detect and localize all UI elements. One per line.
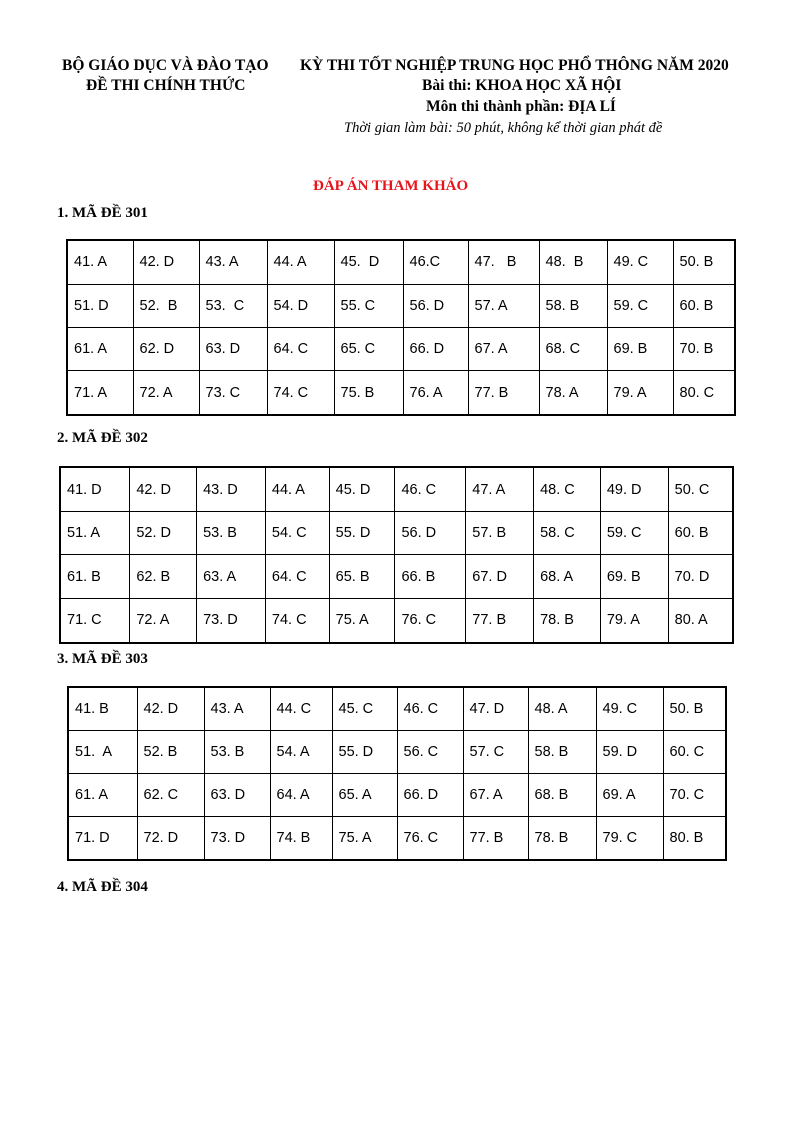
answer-cell: 48. A <box>528 687 596 731</box>
answer-cell: 43. D <box>197 467 266 512</box>
answer-cell: 61. A <box>67 327 133 370</box>
answer-cell: 50. B <box>663 687 726 731</box>
answer-cell: 63. D <box>199 327 267 370</box>
answer-cell: 80. B <box>663 816 726 860</box>
answer-cell: 45. D <box>334 240 403 284</box>
answer-cell: 79. A <box>607 371 673 415</box>
answer-cell: 69. B <box>607 327 673 370</box>
answer-cell: 54. C <box>265 512 329 555</box>
answer-row <box>60 598 733 643</box>
answer-cell: 43. A <box>199 240 267 284</box>
answer-cell: 77. B <box>466 598 534 643</box>
answer-cell: 50. B <box>673 240 735 284</box>
answer-cell: 48. B <box>539 240 607 284</box>
answer-cell: 80. A <box>668 598 733 643</box>
answer-cell: 64. A <box>270 773 332 816</box>
answer-row <box>68 773 726 816</box>
time-note: Thời gian làm bài: 50 phút, không kể thời gian phát đề <box>344 120 663 136</box>
answer-cell: 76. C <box>395 598 466 643</box>
answer-row <box>67 240 735 284</box>
answer-row <box>67 284 735 327</box>
answer-cell: 60. B <box>673 284 735 327</box>
answer-cell: 69. B <box>600 555 668 598</box>
answer-cell: 55. C <box>334 284 403 327</box>
answer-cell: 71. A <box>67 371 133 415</box>
answer-cell: 49. C <box>596 687 663 731</box>
answer-cell: 73. D <box>204 816 270 860</box>
page-title: ĐÁP ÁN THAM KHẢO <box>313 178 469 194</box>
answer-cell: 54. D <box>267 284 334 327</box>
answer-cell: 65. A <box>332 773 397 816</box>
answer-cell: 52. B <box>137 731 204 774</box>
answer-cell: 65. B <box>329 555 395 598</box>
answer-cell: 63. A <box>197 555 266 598</box>
answer-cell: 70. D <box>668 555 733 598</box>
answer-cell: 68. A <box>534 555 601 598</box>
answer-cell: 58. B <box>539 284 607 327</box>
subject-name: Môn thi thành phần: ĐỊA LÍ <box>426 98 616 115</box>
answer-cell: 44. C <box>270 687 332 731</box>
answer-cell: 77. B <box>468 371 539 415</box>
answer-cell: 67. D <box>466 555 534 598</box>
answer-cell: 78. A <box>539 371 607 415</box>
answer-table-301 <box>66 239 736 416</box>
answer-cell: 53. B <box>204 731 270 774</box>
answer-cell: 68. C <box>539 327 607 370</box>
answer-cell: 73. D <box>197 598 266 643</box>
answer-cell: 54. A <box>270 731 332 774</box>
answer-cell: 72. D <box>137 816 204 860</box>
answer-cell: 66. D <box>397 773 463 816</box>
answer-cell: 63. D <box>204 773 270 816</box>
answer-cell: 80. C <box>673 371 735 415</box>
answer-cell: 46. C <box>395 467 466 512</box>
answer-cell: 44. A <box>267 240 334 284</box>
answer-cell: 48. C <box>534 467 601 512</box>
answer-cell: 43. A <box>204 687 270 731</box>
answer-cell: 77. B <box>463 816 528 860</box>
exam-title: KỲ THI TỐT NGHIỆP TRUNG HỌC PHỔ THÔNG NĂM 2020 <box>300 57 729 74</box>
answer-cell: 72. A <box>133 371 199 415</box>
answer-cell: 57. A <box>468 284 539 327</box>
answer-row <box>67 327 735 370</box>
answer-cell: 47. D <box>463 687 528 731</box>
section-heading-302: 2. MÃ ĐỀ 302 <box>57 430 148 446</box>
answer-cell: 79. C <box>596 816 663 860</box>
answer-cell: 42. D <box>130 467 197 512</box>
answer-table-302 <box>59 466 734 644</box>
answer-cell: 45. C <box>332 687 397 731</box>
answer-cell: 65. C <box>334 327 403 370</box>
answer-cell: 59. C <box>600 512 668 555</box>
test-name: Bài thi: KHOA HỌC XÃ HỘI <box>422 77 622 94</box>
section-heading-304: 4. MÃ ĐỀ 304 <box>57 879 148 895</box>
answer-row <box>67 371 735 415</box>
answer-cell: 78. B <box>534 598 601 643</box>
answer-cell: 74. B <box>270 816 332 860</box>
answer-row <box>60 467 733 512</box>
answer-table-303 <box>67 686 727 861</box>
answer-cell: 46.C <box>403 240 468 284</box>
answer-cell: 76. C <box>397 816 463 860</box>
section-heading-301: 1. MÃ ĐỀ 301 <box>57 205 148 221</box>
answer-cell: 55. D <box>332 731 397 774</box>
answer-cell: 60. C <box>663 731 726 774</box>
answer-cell: 70. B <box>673 327 735 370</box>
answer-cell: 78. B <box>528 816 596 860</box>
answer-row <box>68 816 726 860</box>
answer-cell: 56. D <box>403 284 468 327</box>
answer-row <box>60 512 733 555</box>
answer-cell: 47. B <box>468 240 539 284</box>
answer-cell: 47. A <box>466 467 534 512</box>
answer-cell: 64. C <box>265 555 329 598</box>
answer-cell: 75. A <box>329 598 395 643</box>
answer-cell: 53. C <box>199 284 267 327</box>
answer-cell: 56. C <box>397 731 463 774</box>
answer-cell: 41. D <box>60 467 130 512</box>
answer-cell: 42. D <box>137 687 204 731</box>
answer-cell: 59. C <box>607 284 673 327</box>
answer-cell: 79. A <box>600 598 668 643</box>
answer-cell: 51. A <box>60 512 130 555</box>
answer-cell: 60. B <box>668 512 733 555</box>
answer-cell: 74. C <box>265 598 329 643</box>
answer-cell: 68. B <box>528 773 596 816</box>
answer-cell: 66. B <box>395 555 466 598</box>
answer-cell: 62. D <box>133 327 199 370</box>
answer-cell: 58. B <box>528 731 596 774</box>
answer-cell: 49. C <box>607 240 673 284</box>
answer-cell: 66. D <box>403 327 468 370</box>
answer-cell: 75. B <box>334 371 403 415</box>
answer-cell: 67. A <box>463 773 528 816</box>
answer-cell: 52. B <box>133 284 199 327</box>
answer-cell: 42. D <box>133 240 199 284</box>
answer-cell: 69. A <box>596 773 663 816</box>
answer-cell: 76. A <box>403 371 468 415</box>
answer-cell: 57. C <box>463 731 528 774</box>
answer-cell: 67. A <box>468 327 539 370</box>
ministry-name: BỘ GIÁO DỤC VÀ ĐÀO TẠO <box>62 57 269 74</box>
answer-cell: 64. C <box>267 327 334 370</box>
answer-cell: 62. B <box>130 555 197 598</box>
answer-cell: 44. A <box>265 467 329 512</box>
answer-cell: 53. B <box>197 512 266 555</box>
answer-cell: 52. D <box>130 512 197 555</box>
section-heading-303: 3. MÃ ĐỀ 303 <box>57 651 148 667</box>
answer-cell: 57. B <box>466 512 534 555</box>
answer-cell: 51. D <box>67 284 133 327</box>
answer-cell: 49. D <box>600 467 668 512</box>
answer-cell: 75. A <box>332 816 397 860</box>
answer-cell: 41. A <box>67 240 133 284</box>
answer-row <box>68 687 726 731</box>
answer-cell: 55. D <box>329 512 395 555</box>
answer-cell: 73. C <box>199 371 267 415</box>
answer-row <box>60 555 733 598</box>
answer-cell: 61. A <box>68 773 137 816</box>
answer-cell: 51. A <box>68 731 137 774</box>
answer-cell: 71. D <box>68 816 137 860</box>
answer-cell: 70. C <box>663 773 726 816</box>
answer-cell: 45. D <box>329 467 395 512</box>
answer-cell: 71. C <box>60 598 130 643</box>
answer-cell: 59. D <box>596 731 663 774</box>
answer-cell: 58. C <box>534 512 601 555</box>
answer-cell: 41. B <box>68 687 137 731</box>
answer-cell: 62. C <box>137 773 204 816</box>
answer-cell: 72. A <box>130 598 197 643</box>
official-exam-label: ĐỀ THI CHÍNH THỨC <box>86 77 246 94</box>
answer-cell: 50. C <box>668 467 733 512</box>
answer-cell: 46. C <box>397 687 463 731</box>
answer-row <box>68 731 726 774</box>
answer-cell: 56. D <box>395 512 466 555</box>
answer-cell: 61. B <box>60 555 130 598</box>
answer-cell: 74. C <box>267 371 334 415</box>
